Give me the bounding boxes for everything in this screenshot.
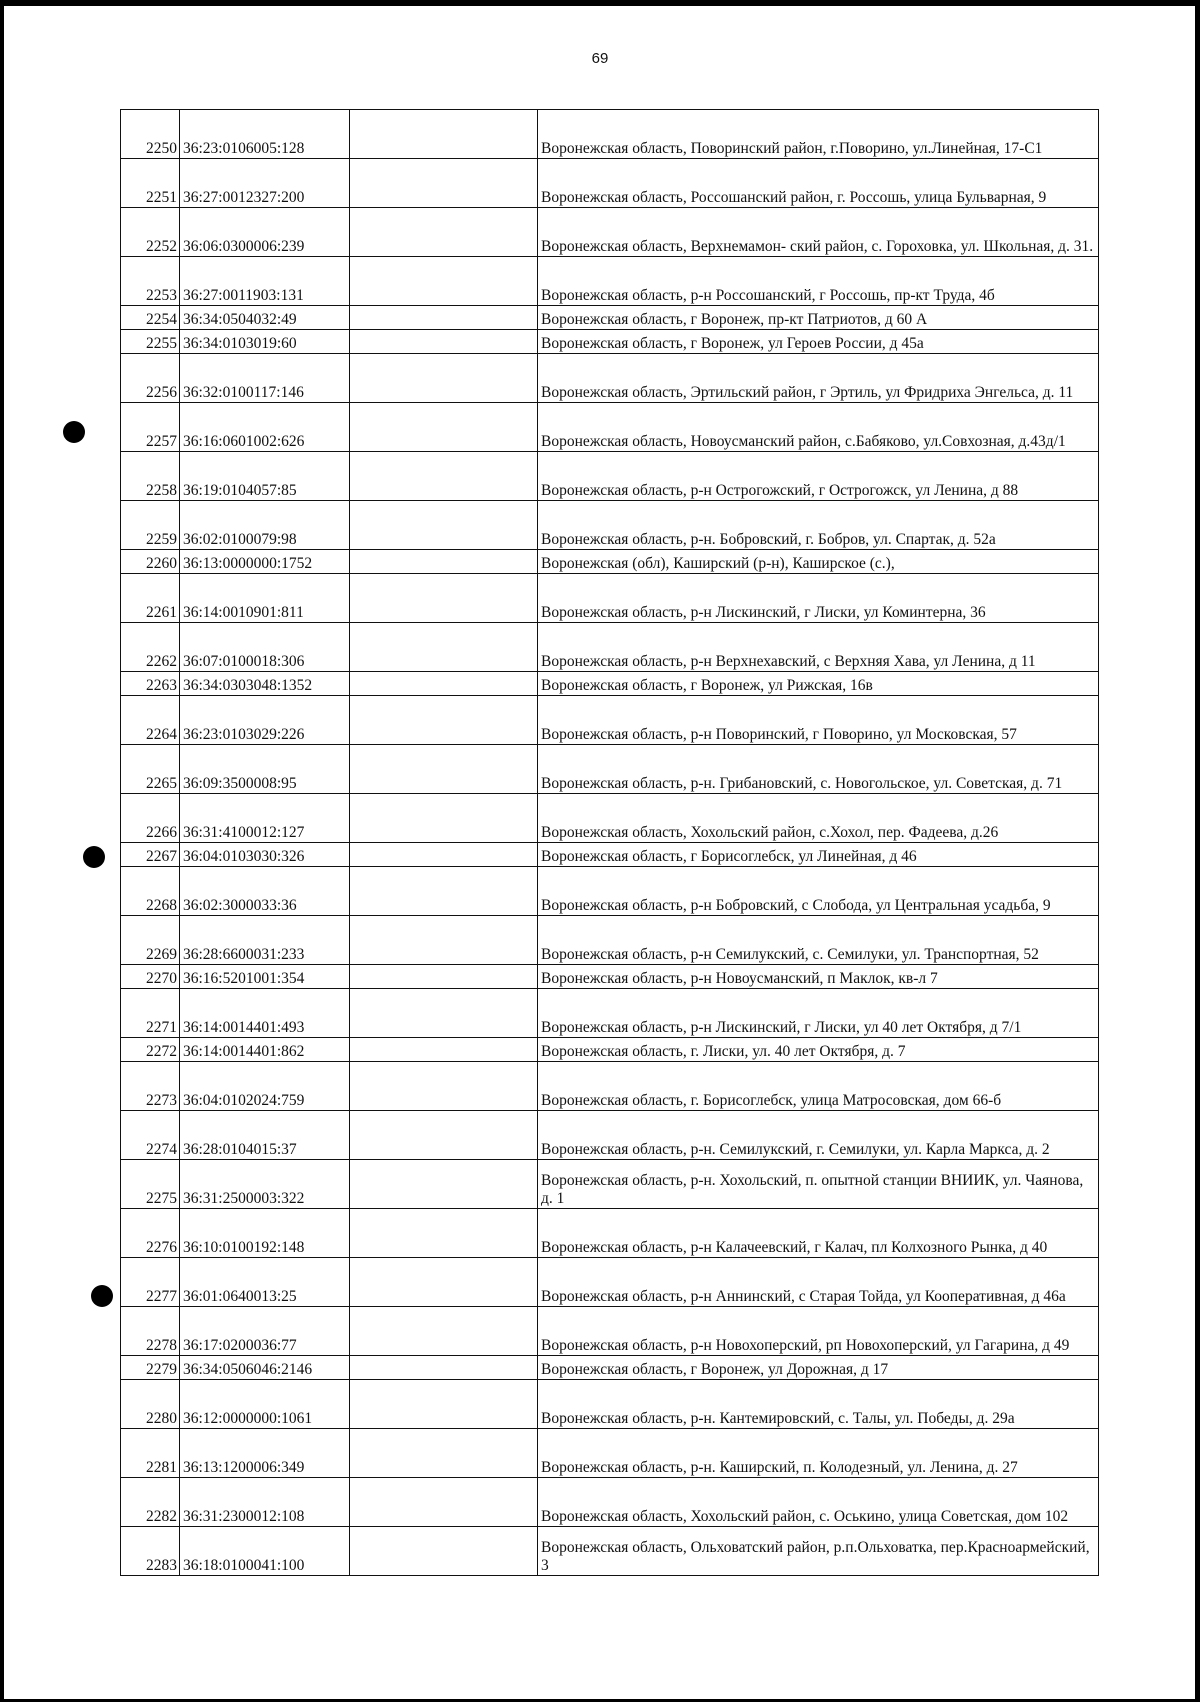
- cadastral-number-cell: 36:34:0303048:1352: [180, 672, 350, 696]
- empty-cell: [350, 306, 538, 330]
- table-row: [121, 1258, 1099, 1307]
- row-number-cell: 2273: [121, 1062, 180, 1111]
- punch-hole-mark: [63, 421, 85, 443]
- records-table: [120, 109, 1099, 1576]
- row-number-cell: 2272: [121, 1038, 180, 1062]
- empty-cell: [350, 550, 538, 574]
- cadastral-number-cell: 36:31:2500003:322: [180, 1160, 350, 1209]
- empty-cell: [350, 257, 538, 306]
- empty-cell: [350, 794, 538, 843]
- cadastral-number-cell: 36:06:0300006:239: [180, 208, 350, 257]
- address-cell: Воронежская область, г Воронеж, ул Героев России, д 45а: [538, 330, 1099, 354]
- row-number-cell: 2268: [121, 867, 180, 916]
- row-number-cell: 2258: [121, 452, 180, 501]
- empty-cell: [350, 1527, 538, 1576]
- punch-hole-mark: [91, 1285, 113, 1307]
- empty-cell: [350, 110, 538, 159]
- cadastral-number-cell: 36:14:0010901:811: [180, 574, 350, 623]
- address-cell: Воронежская область, г Воронеж, ул Дорожная, д 17: [538, 1356, 1099, 1380]
- empty-cell: [350, 1307, 538, 1356]
- address-cell: Воронежская область, Верхнемамон- ский район, с. Гороховка, ул. Школьная, д. 31.: [538, 208, 1099, 257]
- row-number-cell: 2279: [121, 1356, 180, 1380]
- cadastral-number-cell: 36:13:0000000:1752: [180, 550, 350, 574]
- table-row: [121, 110, 1099, 159]
- empty-cell: [350, 1111, 538, 1160]
- row-number-cell: 2275: [121, 1160, 180, 1209]
- table-row: [121, 501, 1099, 550]
- address-cell: Воронежская область, р-н. Семилукский, г. Семилуки, ул. Карла Маркса, д. 2: [538, 1111, 1099, 1160]
- cadastral-number-cell: 36:23:0106005:128: [180, 110, 350, 159]
- cadastral-number-cell: 36:02:3000033:36: [180, 867, 350, 916]
- table-row: [121, 916, 1099, 965]
- cadastral-number-cell: 36:13:1200006:349: [180, 1429, 350, 1478]
- table-row: [121, 257, 1099, 306]
- cadastral-number-cell: 36:17:0200036:77: [180, 1307, 350, 1356]
- address-cell: Воронежская область, р-н Острогожский, г Острогожск, ул Ленина, д 88: [538, 452, 1099, 501]
- row-number-cell: 2269: [121, 916, 180, 965]
- table-row: [121, 208, 1099, 257]
- cadastral-number-cell: 36:14:0014401:862: [180, 1038, 350, 1062]
- cadastral-number-cell: 36:31:4100012:127: [180, 794, 350, 843]
- row-number-cell: 2260: [121, 550, 180, 574]
- row-number-cell: 2256: [121, 354, 180, 403]
- address-cell: Воронежская (обл), Каширский (р-н), Каширское (с.),: [538, 550, 1099, 574]
- address-cell: Воронежская область, р-н. Кантемировский, с. Талы, ул. Победы, д. 29а: [538, 1380, 1099, 1429]
- cadastral-number-cell: 36:16:0601002:626: [180, 403, 350, 452]
- address-cell: Воронежская область, р-н. Каширский, п. Колодезный, ул. Ленина, д. 27: [538, 1429, 1099, 1478]
- address-cell: Воронежская область, Новоусманский район, с.Бабяково, ул.Совхозная, д.43д/1: [538, 403, 1099, 452]
- cadastral-number-cell: 36:18:0100041:100: [180, 1527, 350, 1576]
- table-row: [121, 989, 1099, 1038]
- table-row: [121, 1160, 1099, 1209]
- table-row: [121, 843, 1099, 867]
- address-cell: Воронежская область, Ольховатский район, р.п.Ольховатка, пер.Красноармейский, 3: [538, 1527, 1099, 1576]
- table-row: [121, 696, 1099, 745]
- address-cell: Воронежская область, г. Борисоглебск, улица Матросовская, дом 66-б: [538, 1062, 1099, 1111]
- address-cell: Воронежская область, р-н Новоусманский, п Маклок, кв-л 7: [538, 965, 1099, 989]
- row-number-cell: 2277: [121, 1258, 180, 1307]
- cadastral-number-cell: 36:27:0012327:200: [180, 159, 350, 208]
- cadastral-number-cell: 36:12:0000000:1061: [180, 1380, 350, 1429]
- cadastral-number-cell: 36:01:0640013:25: [180, 1258, 350, 1307]
- row-number-cell: 2266: [121, 794, 180, 843]
- empty-cell: [350, 1356, 538, 1380]
- row-number-cell: 2270: [121, 965, 180, 989]
- row-number-cell: 2263: [121, 672, 180, 696]
- row-number-cell: 2271: [121, 989, 180, 1038]
- row-number-cell: 2261: [121, 574, 180, 623]
- cadastral-number-cell: 36:09:3500008:95: [180, 745, 350, 794]
- empty-cell: [350, 1209, 538, 1258]
- empty-cell: [350, 745, 538, 794]
- empty-cell: [350, 672, 538, 696]
- row-number-cell: 2252: [121, 208, 180, 257]
- empty-cell: [350, 159, 538, 208]
- table-row: [121, 354, 1099, 403]
- table-row: [121, 1527, 1099, 1576]
- address-cell: Воронежская область, р-н Бобровский, с Слобода, ул Центральная усадьба, 9: [538, 867, 1099, 916]
- cadastral-number-cell: 36:10:0100192:148: [180, 1209, 350, 1258]
- row-number-cell: 2274: [121, 1111, 180, 1160]
- table-row: [121, 1429, 1099, 1478]
- address-cell: Воронежская область, г. Лиски, ул. 40 лет Октября, д. 7: [538, 1038, 1099, 1062]
- cadastral-number-cell: 36:31:2300012:108: [180, 1478, 350, 1527]
- row-number-cell: 2259: [121, 501, 180, 550]
- cadastral-number-cell: 36:19:0104057:85: [180, 452, 350, 501]
- address-cell: Воронежская область, р-н Лискинский, г Лиски, ул 40 лет Октября, д 7/1: [538, 989, 1099, 1038]
- empty-cell: [350, 403, 538, 452]
- empty-cell: [350, 989, 538, 1038]
- row-number-cell: 2278: [121, 1307, 180, 1356]
- empty-cell: [350, 1380, 538, 1429]
- row-number-cell: 2281: [121, 1429, 180, 1478]
- table-row: [121, 452, 1099, 501]
- row-number-cell: 2267: [121, 843, 180, 867]
- address-cell: Воронежская область, р-н Россошанский, г Россошь, пр-кт Труда, 4б: [538, 257, 1099, 306]
- row-number-cell: 2251: [121, 159, 180, 208]
- address-cell: Воронежская область, р-н Калачеевский, г Калач, пл Колхозного Рынка, д 40: [538, 1209, 1099, 1258]
- cadastral-number-cell: 36:28:0104015:37: [180, 1111, 350, 1160]
- cadastral-number-cell: 36:16:5201001:354: [180, 965, 350, 989]
- empty-cell: [350, 1429, 538, 1478]
- table-row: [121, 1478, 1099, 1527]
- address-cell: Воронежская область, г Воронеж, пр-кт Патриотов, д 60 А: [538, 306, 1099, 330]
- row-number-cell: 2253: [121, 257, 180, 306]
- table-row: [121, 1209, 1099, 1258]
- table-row: [121, 1307, 1099, 1356]
- address-cell: Воронежская область, Эртильский район, г Эртиль, ул Фридриха Энгельса, д. 11: [538, 354, 1099, 403]
- row-number-cell: 2280: [121, 1380, 180, 1429]
- address-cell: Воронежская область, р-н Поворинский, г Поворино, ул Московская, 57: [538, 696, 1099, 745]
- row-number-cell: 2257: [121, 403, 180, 452]
- empty-cell: [350, 574, 538, 623]
- row-number-cell: 2276: [121, 1209, 180, 1258]
- cadastral-number-cell: 36:34:0504032:49: [180, 306, 350, 330]
- table-row: [121, 794, 1099, 843]
- row-number-cell: 2265: [121, 745, 180, 794]
- address-cell: Воронежская область, р-н Лискинский, г Лиски, ул Коминтерна, 36: [538, 574, 1099, 623]
- address-cell: Воронежская область, р-н Новохоперский, рп Новохоперский, ул Гагарина, д 49: [538, 1307, 1099, 1356]
- cadastral-number-cell: 36:34:0506046:2146: [180, 1356, 350, 1380]
- empty-cell: [350, 1478, 538, 1527]
- table-row: [121, 867, 1099, 916]
- row-number-cell: 2262: [121, 623, 180, 672]
- address-cell: Воронежская область, Хохольский район, с. Оськино, улица Советская, дом 102: [538, 1478, 1099, 1527]
- empty-cell: [350, 696, 538, 745]
- cadastral-number-cell: 36:23:0103029:226: [180, 696, 350, 745]
- table-row: [121, 1062, 1099, 1111]
- table-row: [121, 745, 1099, 794]
- row-number-cell: 2250: [121, 110, 180, 159]
- table-row: [121, 403, 1099, 452]
- address-cell: Воронежская область, Поворинский район, г.Поворино, ул.Линейная, 17-С1: [538, 110, 1099, 159]
- address-cell: Воронежская область, р-н Семилукский, с. Семилуки, ул. Транспортная, 52: [538, 916, 1099, 965]
- empty-cell: [350, 501, 538, 550]
- table-row: [121, 1380, 1099, 1429]
- table-body: [121, 110, 1099, 1576]
- empty-cell: [350, 452, 538, 501]
- cadastral-number-cell: 36:04:0103030:326: [180, 843, 350, 867]
- table-row: [121, 623, 1099, 672]
- cadastral-number-cell: 36:32:0100117:146: [180, 354, 350, 403]
- cadastral-number-cell: 36:28:6600031:233: [180, 916, 350, 965]
- table-row: [121, 1038, 1099, 1062]
- row-number-cell: 2282: [121, 1478, 180, 1527]
- table-row: [121, 1111, 1099, 1160]
- table-row: [121, 159, 1099, 208]
- address-cell: Воронежская область, г Борисоглебск, ул Линейная, д 46: [538, 843, 1099, 867]
- address-cell: Воронежская область, р-н Верхнехавский, с Верхняя Хава, ул Ленина, д 11: [538, 623, 1099, 672]
- address-cell: Воронежская область, р-н. Грибановский, с. Новогольское, ул. Советская, д. 71: [538, 745, 1099, 794]
- table-row: [121, 965, 1099, 989]
- table-row: [121, 672, 1099, 696]
- address-cell: Воронежская область, Хохольский район, с.Хохол, пер. Фадеева, д.26: [538, 794, 1099, 843]
- address-cell: Воронежская область, Россошанский район, г. Россошь, улица Бульварная, 9: [538, 159, 1099, 208]
- empty-cell: [350, 208, 538, 257]
- empty-cell: [350, 965, 538, 989]
- row-number-cell: 2255: [121, 330, 180, 354]
- page-number: 69: [591, 50, 609, 67]
- empty-cell: [350, 1258, 538, 1307]
- table-row: [121, 306, 1099, 330]
- cadastral-number-cell: 36:02:0100079:98: [180, 501, 350, 550]
- empty-cell: [350, 1038, 538, 1062]
- address-cell: Воронежская область, р-н. Хохольский, п. опытной станции ВНИИК, ул. Чаянова, д. 1: [538, 1160, 1099, 1209]
- address-cell: Воронежская область, р-н Аннинский, с Старая Тойда, ул Кооперативная, д 46а: [538, 1258, 1099, 1307]
- table-row: [121, 574, 1099, 623]
- table-row: [121, 1356, 1099, 1380]
- cadastral-number-cell: 36:27:0011903:131: [180, 257, 350, 306]
- address-cell: Воронежская область, р-н. Бобровский, г. Бобров, ул. Спартак, д. 52а: [538, 501, 1099, 550]
- row-number-cell: 2283: [121, 1527, 180, 1576]
- row-number-cell: 2264: [121, 696, 180, 745]
- empty-cell: [350, 916, 538, 965]
- empty-cell: [350, 867, 538, 916]
- table-row: [121, 550, 1099, 574]
- cadastral-number-cell: 36:34:0103019:60: [180, 330, 350, 354]
- empty-cell: [350, 330, 538, 354]
- cadastral-number-cell: 36:04:0102024:759: [180, 1062, 350, 1111]
- cadastral-number-cell: 36:07:0100018:306: [180, 623, 350, 672]
- empty-cell: [350, 1160, 538, 1209]
- cadastral-number-cell: 36:14:0014401:493: [180, 989, 350, 1038]
- table-row: [121, 330, 1099, 354]
- empty-cell: [350, 623, 538, 672]
- empty-cell: [350, 1062, 538, 1111]
- row-number-cell: 2254: [121, 306, 180, 330]
- punch-hole-mark: [83, 846, 105, 868]
- empty-cell: [350, 354, 538, 403]
- address-cell: Воронежская область, г Воронеж, ул Рижская, 16в: [538, 672, 1099, 696]
- empty-cell: [350, 843, 538, 867]
